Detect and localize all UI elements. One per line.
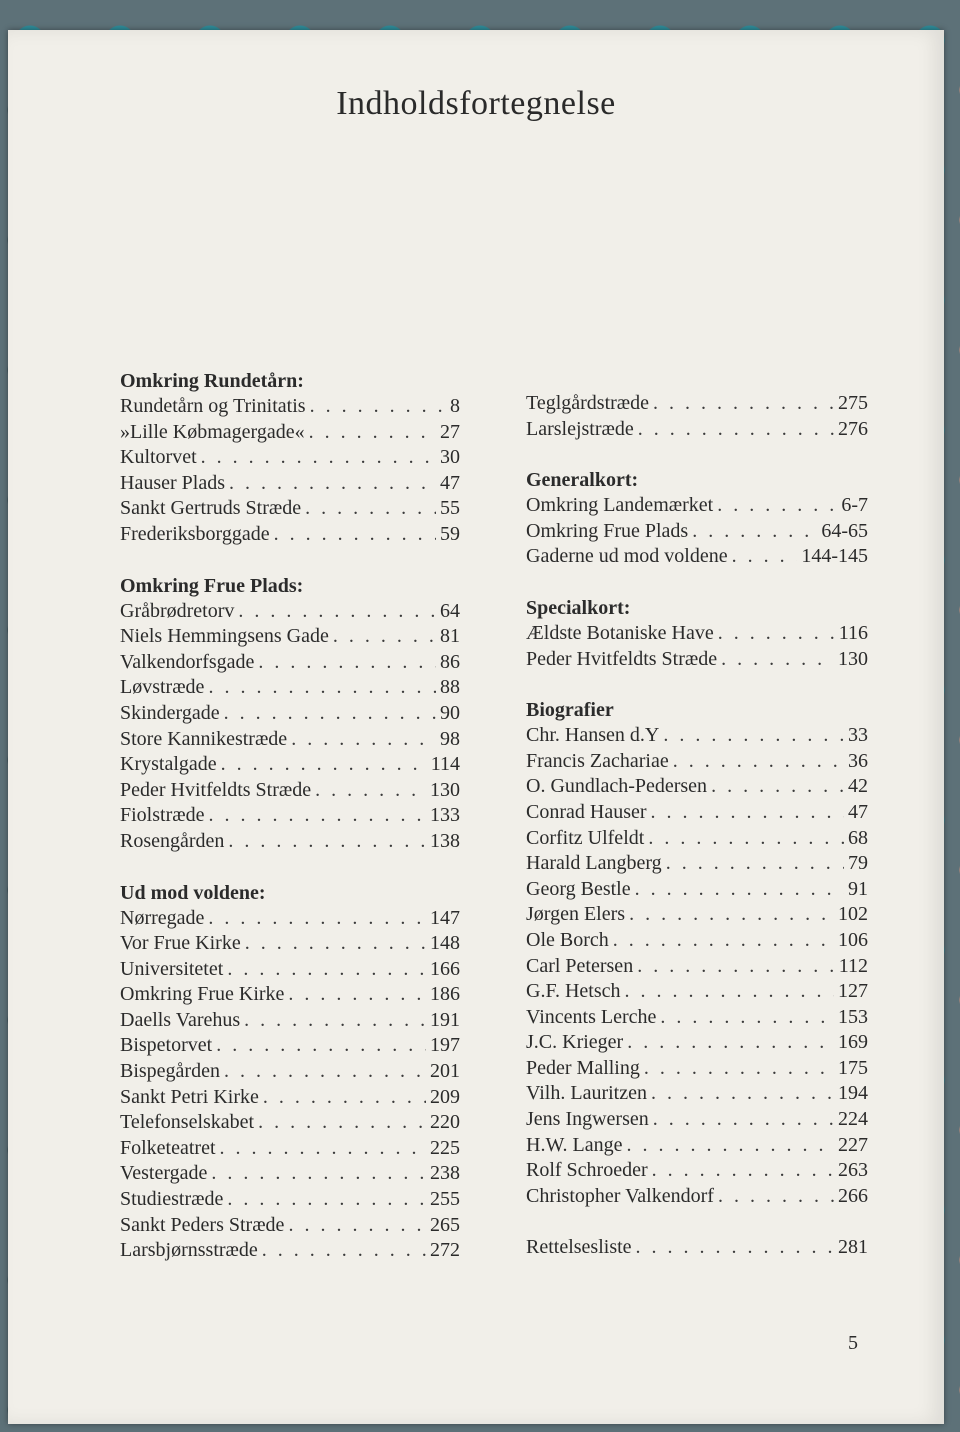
section-gap — [526, 1209, 868, 1235]
entry-label: Gaderne ud mod voldene — [526, 545, 728, 568]
toc-entry — [526, 519, 868, 545]
toc-entry — [526, 1235, 868, 1261]
toc-entry — [526, 417, 868, 443]
toc-section — [120, 574, 460, 855]
entry-label: Peder Malling — [526, 1056, 640, 1079]
section-gap — [526, 570, 868, 596]
toc-entry — [526, 979, 868, 1005]
entry-label: Jens Ingwersen — [526, 1108, 649, 1131]
toc-entry — [120, 906, 460, 932]
dot-leader — [721, 647, 834, 673]
entry-page-number: 169 — [838, 1031, 868, 1054]
dot-leader — [660, 1005, 834, 1031]
dot-leader — [625, 979, 834, 1005]
section-gap — [120, 548, 460, 574]
toc-entry — [526, 800, 868, 826]
toc-entry — [526, 391, 868, 417]
toc-entry — [120, 701, 460, 727]
entry-label: Kultorvet — [120, 446, 197, 469]
entry-page-number: 8 — [450, 395, 460, 417]
entry-page-number: 148 — [430, 932, 460, 955]
entry-page-number: 175 — [838, 1056, 868, 1079]
toc-entry — [120, 778, 460, 804]
toc-entry — [120, 1187, 460, 1213]
entry-page-number: 127 — [838, 980, 868, 1003]
dot-leader — [208, 906, 426, 932]
dot-leader — [208, 675, 436, 701]
entry-label: Bispegården — [120, 1060, 220, 1083]
entry-page-number: 88 — [440, 676, 460, 699]
dot-leader — [626, 1133, 834, 1159]
toc-entry — [120, 1110, 460, 1136]
dot-leader — [258, 650, 436, 676]
entry-label: Francis Zachariae — [526, 749, 669, 772]
dot-leader — [653, 1107, 834, 1133]
toc-section — [526, 468, 868, 570]
entry-label: H.W. Lange — [526, 1133, 623, 1156]
toc-entry — [120, 803, 460, 829]
entry-page-number: 166 — [430, 957, 460, 980]
entry-page-number: 266 — [838, 1184, 868, 1207]
entry-page-number: 225 — [430, 1136, 460, 1159]
dot-leader — [224, 1059, 426, 1085]
dot-leader — [653, 391, 834, 417]
entry-label: Hauser Plads — [120, 471, 225, 494]
toc-entry — [120, 1008, 460, 1034]
entry-page-number: 64 — [440, 599, 460, 622]
entry-page-number: 68 — [848, 826, 868, 849]
dot-leader — [262, 1238, 426, 1264]
toc-entry — [526, 928, 868, 954]
entry-page-number: 147 — [430, 906, 460, 929]
dot-leader — [692, 519, 817, 545]
toc-entry — [120, 394, 460, 420]
entry-page-number: 153 — [838, 1005, 868, 1028]
entry-label: Carl Petersen — [526, 954, 634, 977]
toc-entry — [120, 420, 460, 446]
entry-label: O. Gundlach-Pedersen — [526, 775, 708, 798]
entry-label: Løvstræde — [120, 676, 205, 699]
page-number: 5 — [848, 1332, 858, 1354]
entry-label: Rolf Schroeder — [526, 1159, 648, 1182]
toc-entry — [526, 1056, 868, 1082]
dot-leader — [228, 829, 426, 855]
entry-label: Peder Hvitfeldts Stræde — [526, 647, 718, 670]
dot-leader — [245, 931, 426, 957]
entry-page-number: 55 — [440, 497, 460, 520]
book-page — [8, 30, 944, 1424]
entry-label: Sankt Petri Kirke — [120, 1085, 259, 1108]
entry-label: Ole Borch — [526, 928, 609, 951]
entry-page-number: 281 — [838, 1236, 868, 1259]
entry-page-number: 102 — [838, 903, 868, 926]
entry-page-number: 59 — [440, 522, 460, 545]
toc-entry — [120, 599, 460, 625]
toc-entry — [526, 1107, 868, 1133]
dot-leader — [648, 826, 844, 852]
dot-leader — [288, 982, 426, 1008]
toc-entry — [526, 723, 868, 749]
entry-label: Chr. Hansen d.Y — [526, 724, 660, 747]
entry-page-number: 36 — [848, 749, 868, 772]
entry-label: Omkring Frue Kirke — [120, 983, 285, 1006]
toc-entry — [526, 749, 868, 775]
dot-leader — [711, 774, 844, 800]
toc-section — [526, 698, 868, 1209]
entry-label: Studiestræde — [120, 1188, 224, 1211]
entry-label: Corfitz Ulfeldt — [526, 826, 645, 849]
dot-leader — [629, 902, 834, 928]
toc-entry — [120, 829, 460, 855]
entry-page-number: 114 — [430, 753, 460, 776]
entry-page-number: 27 — [440, 420, 460, 443]
toc-entry — [120, 752, 460, 778]
toc-section — [120, 881, 460, 1264]
toc-entry — [120, 675, 460, 701]
toc-entry — [120, 957, 460, 983]
toc-entry — [120, 727, 460, 753]
section-heading: Omkring Rundetårn: — [120, 370, 304, 392]
toc-entry — [526, 621, 868, 647]
dot-leader — [211, 1161, 426, 1187]
dot-leader — [635, 877, 844, 903]
section-heading: Ud mod voldene: — [120, 881, 266, 904]
entry-page-number: 194 — [838, 1082, 868, 1105]
entry-page-number: 191 — [430, 1008, 460, 1031]
toc-entry — [120, 1213, 460, 1239]
entry-page-number: 186 — [430, 983, 460, 1006]
toc-entry — [526, 1081, 868, 1107]
entry-label: Vestergade — [120, 1162, 208, 1185]
dot-leader — [732, 544, 798, 570]
dot-leader — [258, 1110, 426, 1136]
entry-page-number: 86 — [440, 650, 460, 673]
entry-label: Fiolstræde — [120, 804, 205, 827]
entry-page-number: 220 — [430, 1111, 460, 1134]
toc-section — [526, 1235, 868, 1261]
entry-label: Teglgårdstræde — [526, 392, 650, 414]
entry-page-number: 79 — [848, 852, 868, 875]
dot-leader — [238, 599, 436, 625]
toc-entry — [526, 826, 868, 852]
toc-entry — [120, 1136, 460, 1162]
toc-entry — [120, 650, 460, 676]
entry-label: Valkendorfsgade — [120, 650, 255, 673]
entry-label: Larslejstræde — [526, 417, 634, 440]
toc-entry — [526, 1158, 868, 1184]
entry-page-number: 144-145 — [801, 545, 868, 568]
entry-label: Vor Frue Kirke — [120, 932, 241, 955]
dot-leader — [652, 1158, 834, 1184]
entry-label: Christopher Valkendorf — [526, 1184, 714, 1207]
entry-page-number: 47 — [440, 471, 460, 494]
toc-entry — [526, 544, 868, 570]
entry-label: Folketeatret — [120, 1136, 216, 1159]
toc-entry — [526, 1184, 868, 1210]
entry-page-number: 130 — [838, 647, 868, 670]
entry-label: Harald Langberg — [526, 852, 662, 875]
entry-page-number: 116 — [838, 621, 868, 644]
entry-page-number: 265 — [430, 1213, 460, 1236]
toc-right-column — [526, 391, 868, 1261]
toc-left-column — [120, 369, 460, 1264]
dot-leader — [718, 1184, 834, 1210]
entry-page-number: 255 — [430, 1188, 460, 1211]
entry-page-number: 42 — [848, 775, 868, 798]
dot-leader — [644, 1056, 834, 1082]
toc-entry — [120, 522, 460, 548]
toc-entry — [120, 1085, 460, 1111]
dot-leader — [310, 394, 446, 420]
dot-leader — [717, 493, 837, 519]
dot-leader — [315, 778, 426, 804]
toc-entry — [526, 647, 868, 673]
dot-leader — [229, 471, 436, 497]
dot-leader — [651, 800, 844, 826]
dot-leader — [651, 1081, 834, 1107]
entry-page-number: 138 — [430, 829, 460, 852]
entry-label: Larsbjørnsstræde — [120, 1239, 258, 1262]
entry-page-number: 201 — [430, 1060, 460, 1083]
dot-leader — [244, 1008, 426, 1034]
dot-leader — [288, 1213, 426, 1239]
toc-entry — [120, 624, 460, 650]
toc-entry — [526, 774, 868, 800]
toc-section — [526, 596, 868, 672]
entry-page-number: 6-7 — [841, 494, 868, 517]
entry-page-number: 130 — [430, 778, 460, 801]
toc-entry — [120, 1033, 460, 1059]
entry-label: Bispetorvet — [120, 1034, 213, 1057]
dot-leader — [227, 1187, 426, 1213]
dot-leader — [309, 420, 436, 446]
entry-label: Ældste Botaniske Have — [526, 621, 714, 644]
toc-entry — [526, 877, 868, 903]
dot-leader — [638, 417, 834, 443]
entry-page-number: 112 — [838, 954, 868, 977]
section-heading: Specialkort: — [526, 596, 631, 619]
entry-page-number: 81 — [440, 625, 460, 648]
entry-label: Krystalgade — [120, 753, 217, 776]
dot-leader — [333, 624, 436, 650]
dot-leader — [208, 803, 426, 829]
toc-entry — [120, 1238, 460, 1264]
dot-leader — [718, 621, 835, 647]
entry-page-number: 30 — [440, 446, 460, 469]
entry-page-number: 47 — [848, 800, 868, 823]
entry-label: Sankt Peders Stræde — [120, 1213, 285, 1236]
section-heading: Omkring Frue Plads: — [120, 574, 304, 597]
entry-label: Niels Hemmingsens Gade — [120, 625, 329, 648]
entry-label: Rundetårn og Trinitatis — [120, 395, 306, 417]
entry-page-number: 90 — [440, 701, 460, 724]
toc-section — [526, 391, 868, 442]
entry-label: Universitetet — [120, 957, 224, 980]
entry-label: Omkring Frue Plads — [526, 519, 689, 542]
dot-leader — [627, 1030, 834, 1056]
section-heading: Generalkort: — [526, 469, 639, 492]
entry-label: »Lille Købmagergade« — [120, 420, 305, 443]
entry-label: Vilh. Lauritzen — [526, 1082, 647, 1105]
dot-leader — [220, 1136, 426, 1162]
entry-page-number: 276 — [838, 417, 868, 440]
entry-page-number: 64-65 — [821, 519, 868, 542]
entry-label: Daells Varehus — [120, 1008, 241, 1031]
entry-label: J.C. Krieger — [526, 1031, 624, 1054]
toc-entry — [120, 1059, 460, 1085]
entry-page-number: 133 — [430, 804, 460, 827]
toc-entry — [526, 851, 868, 877]
toc-entry — [526, 1030, 868, 1056]
toc-entry — [526, 902, 868, 928]
dot-leader — [274, 522, 436, 548]
section-gap — [120, 855, 460, 881]
entry-label: Peder Hvitfeldts Stræde — [120, 778, 312, 801]
toc-entry — [120, 931, 460, 957]
entry-page-number: 272 — [430, 1239, 460, 1262]
entry-label: Telefonselskabet — [120, 1111, 255, 1134]
entry-label: Nørregade — [120, 906, 205, 929]
toc-entry — [120, 982, 460, 1008]
entry-page-number: 197 — [430, 1034, 460, 1057]
toc-entry — [120, 1161, 460, 1187]
entry-page-number: 106 — [838, 928, 868, 951]
entry-page-number: 33 — [848, 724, 868, 747]
dot-leader — [663, 723, 844, 749]
section-heading: Biografier — [526, 699, 614, 722]
toc-entry — [120, 445, 460, 471]
entry-page-number: 275 — [838, 392, 868, 414]
entry-label: Omkring Landemærket — [526, 494, 714, 517]
entry-label: Vincents Lerche — [526, 1005, 657, 1028]
toc-entry — [120, 496, 460, 522]
dot-leader — [637, 954, 835, 980]
page-title: Indholdsfortegnelse — [336, 85, 616, 122]
entry-label: Store Kannikestræde — [120, 727, 288, 750]
entry-label: Georg Bestle — [526, 877, 631, 900]
dot-leader — [673, 749, 844, 775]
toc-entry — [526, 493, 868, 519]
section-gap — [526, 442, 868, 468]
entry-label: Rettelsesliste — [526, 1236, 632, 1259]
dot-leader — [201, 445, 436, 471]
entry-label: Sankt Gertruds Stræde — [120, 497, 302, 520]
entry-label: Rosengården — [120, 829, 225, 852]
dot-leader — [227, 957, 426, 983]
entry-label: Jørgen Elers — [526, 903, 626, 926]
entry-page-number: 91 — [848, 877, 868, 900]
entry-page-number: 263 — [838, 1159, 868, 1182]
entry-page-number: 227 — [838, 1133, 868, 1156]
entry-label: Skindergade — [120, 701, 220, 724]
section-gap — [526, 672, 868, 698]
dot-leader — [305, 496, 436, 522]
toc-section — [120, 369, 460, 548]
dot-leader — [216, 1033, 426, 1059]
dot-leader — [613, 928, 834, 954]
entry-label: Conrad Hauser — [526, 800, 647, 823]
entry-page-number: 209 — [430, 1085, 460, 1108]
entry-label: Frederiksborggade — [120, 522, 270, 545]
toc-entry — [526, 1005, 868, 1031]
dot-leader — [263, 1085, 426, 1111]
entry-page-number: 224 — [838, 1108, 868, 1131]
toc-entry — [120, 471, 460, 497]
entry-label: G.F. Hetsch — [526, 980, 621, 1003]
dot-leader — [666, 851, 844, 877]
toc-entry — [526, 954, 868, 980]
dot-leader — [636, 1235, 834, 1261]
dot-leader — [221, 752, 427, 778]
entry-page-number: 98 — [440, 727, 460, 750]
dot-leader — [224, 701, 436, 727]
dot-leader — [291, 727, 436, 753]
toc-entry — [526, 1133, 868, 1159]
entry-page-number: 238 — [430, 1162, 460, 1185]
entry-label: Gråbrødretorv — [120, 599, 235, 622]
